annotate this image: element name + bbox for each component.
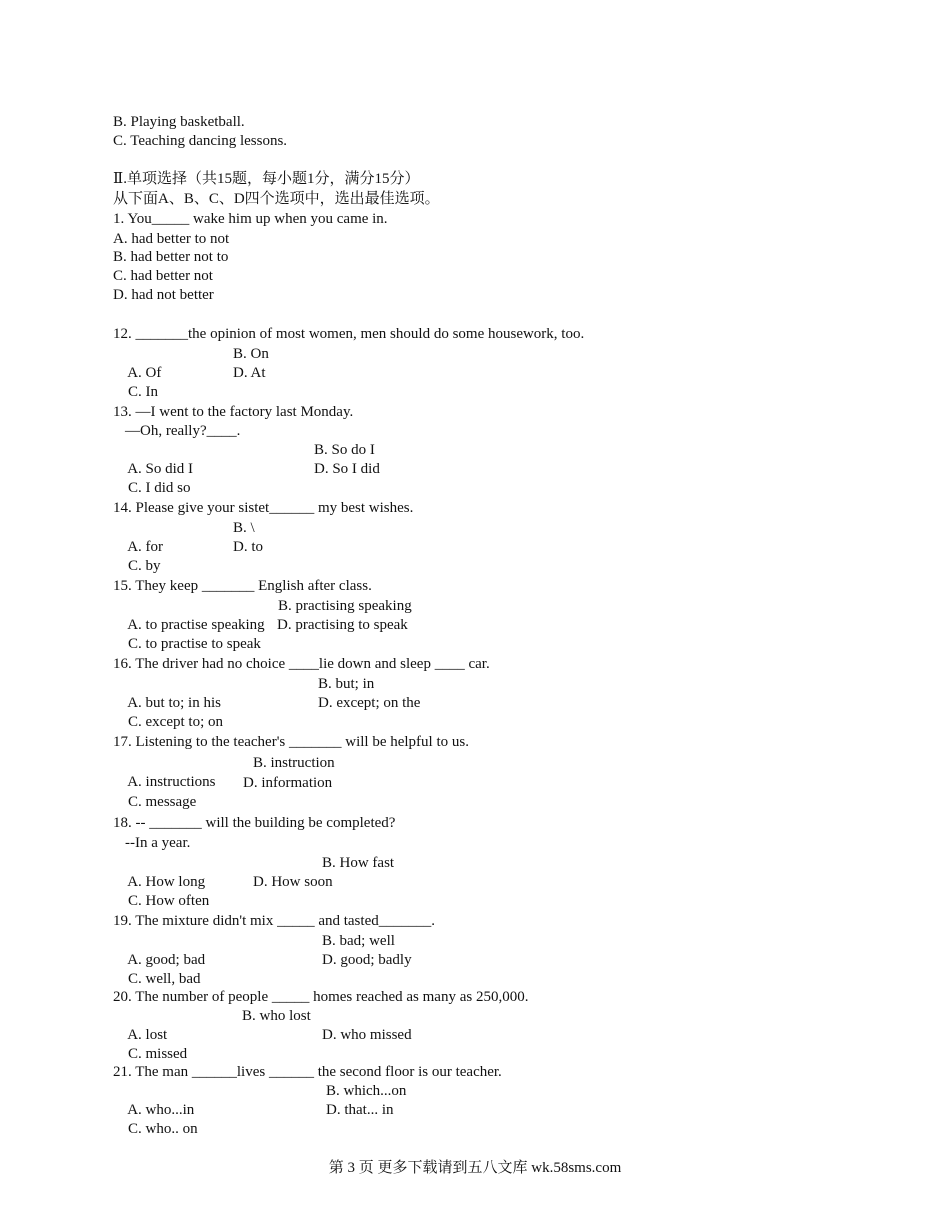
question-13-reply: —Oh, really?____.	[125, 423, 241, 439]
question-15-option-c: C. to practise to speak	[128, 636, 261, 652]
question-1-option-d: D. had not better	[113, 287, 214, 303]
question-14-option-d: D. to	[233, 539, 263, 555]
question-19-option-b: B. bad; well	[322, 933, 395, 949]
question-19-option-a: A. good; bad	[127, 952, 206, 968]
question-12-option-d: D. At	[233, 365, 266, 381]
question-18-reply: --In a year.	[125, 835, 191, 851]
question-13-option-c: C. I did so	[128, 480, 191, 496]
question-1-stem: 1. You_____ wake him up when you came in.	[113, 211, 388, 227]
question-13-option-b: B. So do I	[314, 442, 375, 458]
question-21-option-c: C. who.. on	[128, 1121, 198, 1137]
question-21-option-d: D. that... in	[326, 1102, 394, 1118]
question-19-option-c: C. well, bad	[128, 971, 201, 987]
question-18-stem: 18. -- _______ will the building be completed?	[113, 815, 396, 831]
question-15-option-a: A. to practise speaking	[127, 617, 265, 633]
question-18-option-c: C. How often	[128, 893, 210, 909]
question-13-stem: 13. —I went to the factory last Monday.	[113, 404, 354, 420]
question-13-option-a: A. So did I	[127, 461, 194, 477]
question-21-stem: 21. The man ______lives ______ the second floor is our teacher.	[113, 1064, 502, 1080]
page-footer: 第 3 页 更多下载请到五八文库 wk.58sms.com	[328, 1160, 622, 1176]
question-18-option-a: A. How long	[127, 874, 206, 890]
question-12-stem: 12. _______the opinion of most women, men should do some housework, too.	[113, 326, 585, 342]
question-12-option-b: B. On	[233, 346, 269, 362]
question-15-option-d: D. practising to speak	[277, 617, 408, 633]
question-20-option-a: A. lost	[127, 1027, 168, 1043]
question-17-option-b: B. instruction	[253, 755, 335, 771]
prev-option-b: B. Playing basketball.	[113, 114, 245, 130]
question-21-option-b: B. which...on	[326, 1083, 407, 1099]
question-16-stem: 16. The driver had no choice ____lie down and sleep ____ car.	[113, 656, 490, 672]
question-16-option-c: C. except to; on	[128, 714, 223, 730]
question-17-option-c: C. message	[128, 794, 197, 810]
question-20-stem: 20. The number of people _____ homes reached as many as 250,000.	[113, 989, 529, 1005]
question-19-option-d: D. good; badly	[322, 952, 412, 968]
question-16-option-b: B. but; in	[318, 676, 375, 692]
question-21-option-a: A. who...in	[127, 1102, 195, 1118]
question-13-option-d: D. So I did	[314, 461, 380, 477]
question-18-option-d: D. How soon	[253, 874, 333, 890]
question-15-option-b: B. practising speaking	[278, 598, 412, 614]
question-20-option-b: B. who lost	[242, 1008, 311, 1024]
question-14-stem: 14. Please give your sistet______ my best wishes.	[113, 500, 414, 516]
question-14-option-c: C. by	[128, 558, 161, 574]
question-19-stem: 19. The mixture didn't mix _____ and tasted_______.	[113, 913, 435, 929]
question-12-option-c: C. In	[128, 384, 158, 400]
question-14-option-a: A. for	[127, 539, 164, 555]
question-20-option-d: D. who missed	[322, 1027, 412, 1043]
question-17-option-a: A. instructions	[127, 774, 216, 790]
question-16-option-d: D. except; on the	[318, 695, 421, 711]
question-1-option-b: B. had better not to	[113, 249, 229, 265]
prev-option-c: C. Teaching dancing lessons.	[113, 133, 288, 149]
question-17-option-d: D. information	[243, 775, 333, 791]
question-12-option-a: A. Of	[127, 365, 162, 381]
question-15-stem: 15. They keep _______ English after class.	[113, 578, 372, 594]
question-18-option-b: B. How fast	[322, 855, 395, 871]
question-1-option-a: A. had better to not	[113, 231, 230, 247]
question-1-option-c: C. had better not	[113, 268, 213, 284]
section-instruction: 从下面A、B、C、D四个选项中，选出最佳选项。	[113, 191, 440, 207]
section-title: Ⅱ.单项选择（共15题，每小题1分，满分15分）	[113, 171, 420, 187]
question-20-option-c: C. missed	[128, 1046, 188, 1062]
question-14-option-b: B. \	[233, 520, 255, 536]
question-17-stem: 17. Listening to the teacher's _______ will be helpful to us.	[113, 734, 469, 750]
question-16-option-a: A. but to; in his	[127, 695, 221, 711]
